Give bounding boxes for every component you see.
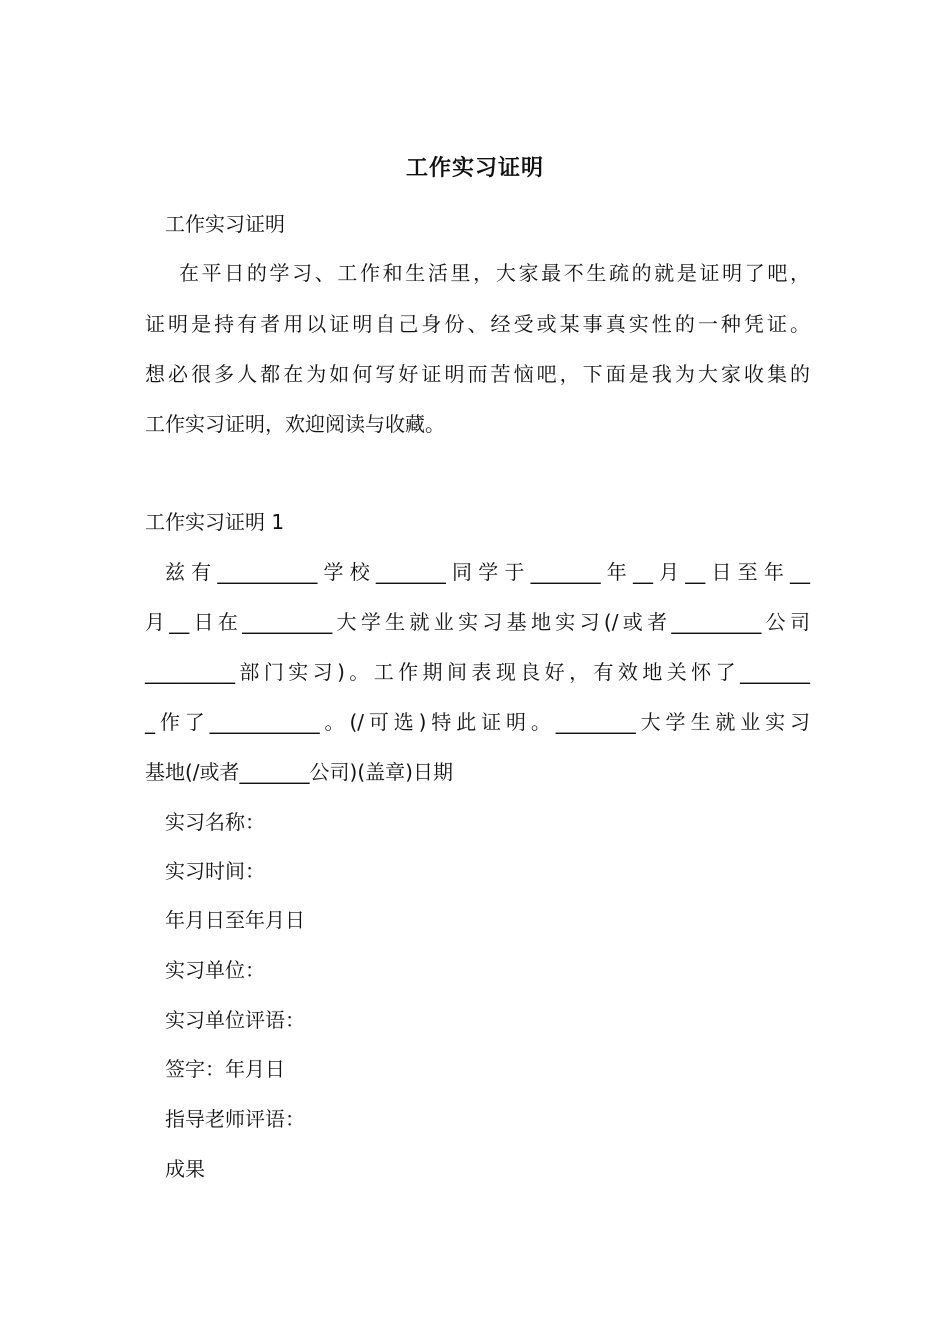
intro-line-2: 证明是持有者用以证明自己身份、经受或某事真实性的一种凭证。 [145, 312, 810, 336]
intro-line-1: 在平日的学习、工作和生活里，大家最不生疏的就是证明了吧， [179, 261, 810, 285]
field-internship-name: 实习名称： [165, 810, 265, 834]
form-line-2: 月__日在_________大学生就业实习基地实习(/或者_________公司 [145, 610, 810, 634]
field-results: 成果 [165, 1157, 205, 1181]
form-line-1: 兹有__________学校_______同学于_______年__月__日至年__ [165, 560, 810, 584]
field-teacher-comment: 指导老师评语： [165, 1107, 305, 1131]
field-signature-date: 签字：年月日 [165, 1057, 285, 1081]
form-line-4: _作了___________。(/可选)特此证明。________大学生就业实习 [145, 710, 810, 734]
field-internship-time: 实习时间： [165, 859, 265, 883]
field-internship-unit: 实习单位： [165, 958, 265, 982]
field-date-range: 年月日至年月日 [165, 908, 305, 932]
form-line-3: _________部门实习)。工作期间表现良好，有效地关怀了_______ [145, 660, 810, 684]
intro-line-4: 工作实习证明，欢迎阅读与收藏。 [145, 412, 445, 436]
intro-line-3: 想必很多人都在为如何写好证明而苦恼吧，下面是我为大家收集的 [145, 362, 810, 386]
field-unit-comment: 实习单位评语： [165, 1008, 305, 1032]
form-line-5: 基地(/或者_______公司)(盖章)日期 [145, 760, 453, 784]
document-title: 工作实习证明 [405, 156, 544, 181]
section-heading: 工作实习证明 1 [145, 510, 285, 534]
document-subtitle: 工作实习证明 [165, 212, 285, 236]
